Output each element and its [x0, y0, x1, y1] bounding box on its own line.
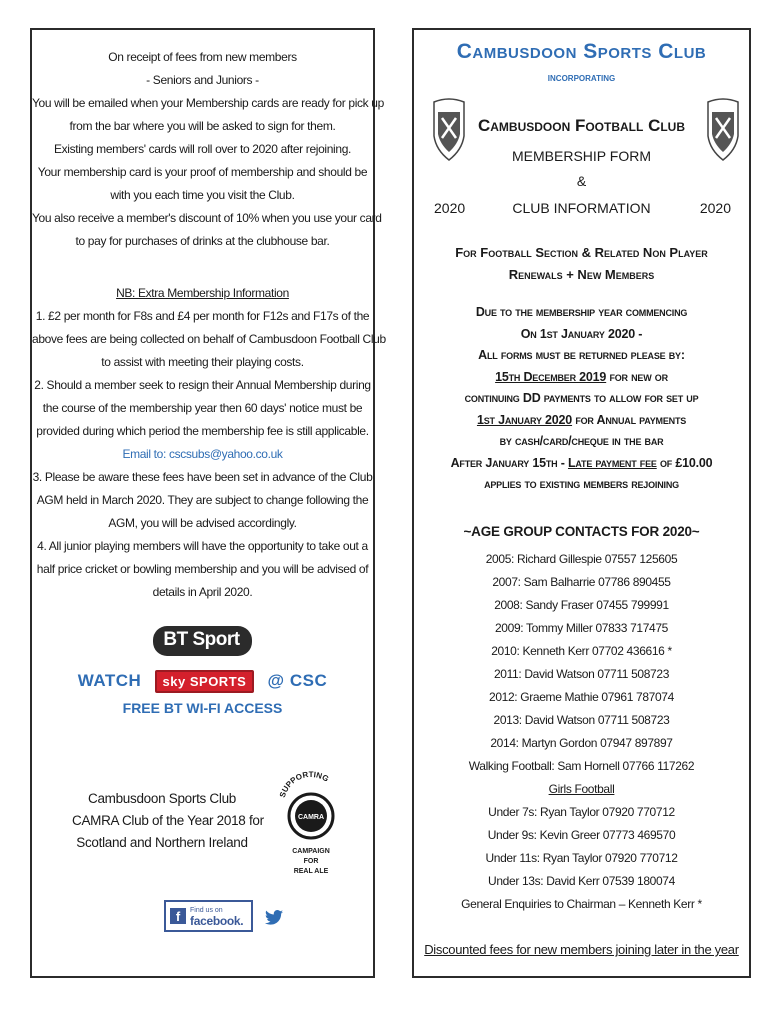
camra-badge — [276, 758, 346, 888]
contact-item: 2011: David Watson 07711 508723 — [493, 667, 670, 681]
contact-item: Under 13s: David Kerr 07539 180074 — [488, 874, 675, 888]
nb-heading: NB: Extra Membership Information — [116, 286, 289, 300]
deadline-text: for Annual payments — [572, 412, 687, 427]
camra-mark: CAMRA — [297, 814, 325, 821]
section-line: Renewals + New Members — [508, 267, 655, 282]
nb-line: details in April 2020. — [152, 585, 253, 599]
sky-sports-logo: sky SPORTS — [155, 670, 255, 693]
contacts-heading: ~AGE GROUP CONTACTS FOR 2020~ — [463, 524, 700, 539]
camra-line: CAMRA Club of the Year 2018 for — [72, 813, 264, 828]
facebook-text — [190, 905, 243, 927]
contact-item: 2014: Martyn Gordon 07947 897897 — [490, 736, 673, 750]
intro-line: On receipt of fees from new members — [108, 50, 297, 64]
late-fee-label: Late payment fee — [567, 455, 657, 470]
facebook-find-label: Find us on — [190, 907, 223, 914]
contact-item: 2009: Tommy Miller 07833 717475 — [494, 621, 669, 635]
nb-line: 4. All junior playing members will have the opportunity to take out a — [37, 539, 368, 553]
left-panel — [30, 28, 386, 978]
watch-label: WATCH — [77, 670, 142, 690]
intro-line: Your membership card is your proof of membership and should be — [37, 165, 368, 179]
wifi-notice: FREE BT WI-FI ACCESS — [122, 700, 283, 716]
intro-line: to pay for purchases of drinks at the clubhouse bar. — [75, 234, 330, 248]
deadline-line — [414, 410, 749, 432]
deadline-line: All forms must be returned please by: — [478, 348, 685, 362]
right-panel — [412, 28, 751, 978]
deadline-line: applies to existing members rejoining — [484, 477, 679, 491]
camra-award-text — [72, 788, 264, 854]
camra-line: Scotland and Northern Ireland — [76, 835, 248, 850]
footer-note: Discounted fees for new members joining later in the year — [424, 942, 739, 957]
contact-item: 2005: Richard Gillespie 07557 125605 — [485, 552, 678, 566]
football-club-title: Cambusdoon Football Club — [477, 116, 686, 135]
bt-sport-logo-text: BT Sport — [163, 629, 240, 650]
camra-line: CAMPAIGN — [292, 848, 330, 855]
camra-line: Cambusdoon Sports Club — [88, 791, 236, 806]
contact-item: General Enquiries to Chairman – Kenneth Kerr * — [461, 897, 702, 911]
nb-line: to assist with meeting their playing costs. — [101, 355, 304, 369]
deadline-line: On 1st January 2020 - — [520, 326, 643, 341]
nb-line: 1. £2 per month for F8s and £4 per month for F12s and F17s of the — [35, 309, 370, 323]
intro-line: Existing members' cards will roll over to 2020 after rejoining. — [53, 142, 352, 156]
year-left: 2020 — [434, 200, 466, 216]
contact-item: 2013: David Watson 07711 508723 — [493, 713, 670, 727]
deadline-line: Due to the membership year commencing — [475, 305, 688, 319]
membership-form-title: MEMBERSHIP FORM — [512, 148, 651, 164]
intro-line: from the bar where you will be asked to sign for them. — [69, 119, 336, 133]
ampersand: & — [576, 173, 587, 189]
incorporating-label: INCORPORATING — [547, 74, 616, 83]
intro-line: You also receive a member's discount of 10% when you use your card — [32, 211, 382, 225]
year-right: 2020 — [699, 200, 731, 216]
twitter-icon[interactable] — [265, 910, 283, 925]
contact-item: Under 7s: Ryan Taylor 07920 770712 — [488, 805, 675, 819]
camra-line: REAL ALE — [293, 868, 329, 875]
deadline-notice — [414, 302, 749, 496]
deadline-text: After January 15th - — [450, 455, 568, 470]
club-information-title: CLUB INFORMATION — [512, 200, 651, 216]
nb-line: provided during which period the membership fee is still applicable. — [36, 424, 369, 438]
contact-item: 2008: Sandy Fraser 07455 799991 — [494, 598, 669, 612]
intro-text — [32, 46, 384, 253]
facebook-name: facebook. — [190, 914, 244, 928]
deadline-line: by cash/card/cheque in the bar — [499, 434, 664, 448]
deadline-line — [414, 453, 749, 475]
deadline-date: 1st January 2020 — [476, 412, 573, 427]
camra-arc-text: SUPPORTING — [277, 769, 331, 799]
section-line: For Football Section & Related Non Player — [455, 245, 708, 260]
nb-line: AGM held in March 2020. They are subject to change following the — [36, 493, 369, 507]
deadline-date: 15th December 2019 — [495, 369, 607, 384]
watch-sky-row — [32, 670, 373, 693]
nb-section — [32, 282, 386, 604]
facebook-icon: f — [170, 908, 186, 924]
contact-item: Walking Football: Sam Hornell 07766 117262 — [468, 759, 695, 773]
deadline-text: for new or — [606, 369, 668, 384]
contact-item: Under 9s: Kevin Greer 07773 469570 — [487, 828, 676, 842]
nb-line: above fees are being collected on behalf of Cambusdoon Football Club — [32, 332, 386, 346]
nb-line: the course of the membership year then 60 days' notice must be — [42, 401, 363, 415]
intro-line: - Seniors and Juniors - — [146, 73, 259, 87]
nb-line: 2. Should a member seek to resign their Annual Membership during — [34, 378, 371, 392]
intro-line: with you each time you visit the Club. — [110, 188, 295, 202]
contact-item: 2010: Kenneth Kerr 07702 436616 * — [491, 644, 672, 658]
nb-line: AGM, you will be advised accordingly. — [108, 516, 297, 530]
girls-heading: Girls Football — [548, 782, 615, 796]
contact-item: 2007: Sam Balharrie 07786 890455 — [492, 575, 671, 589]
club-name: Cambusdoon Sports Club — [456, 40, 707, 63]
deadline-line: continuing DD payments to allow for set up — [464, 391, 699, 405]
camra-line: FOR — [303, 858, 319, 865]
intro-line: You will be emailed when your Membership cards are ready for pick up — [32, 96, 384, 110]
facebook-button[interactable] — [164, 900, 253, 932]
nb-line: 3. Please be aware these fees have been set in advance of the Club — [32, 470, 373, 484]
contact-item: 2012: Graeme Mathie 07961 787074 — [489, 690, 674, 704]
contacts-list — [414, 548, 749, 916]
bt-sport-logo-wrap — [32, 626, 373, 656]
section-heading — [414, 242, 749, 286]
nb-line: half price cricket or bowling membership and you will be advised of — [36, 562, 369, 576]
deadline-text: of £10.00 — [656, 455, 713, 470]
bt-sport-logo — [153, 626, 251, 656]
at-csc-label: @ CSC — [267, 670, 328, 690]
deadline-line — [414, 367, 749, 389]
email-link[interactable]: Email to: cscsubs@yahoo.co.uk — [122, 447, 283, 461]
contact-item: Under 11s: Ryan Taylor 07920 770712 — [485, 851, 678, 865]
